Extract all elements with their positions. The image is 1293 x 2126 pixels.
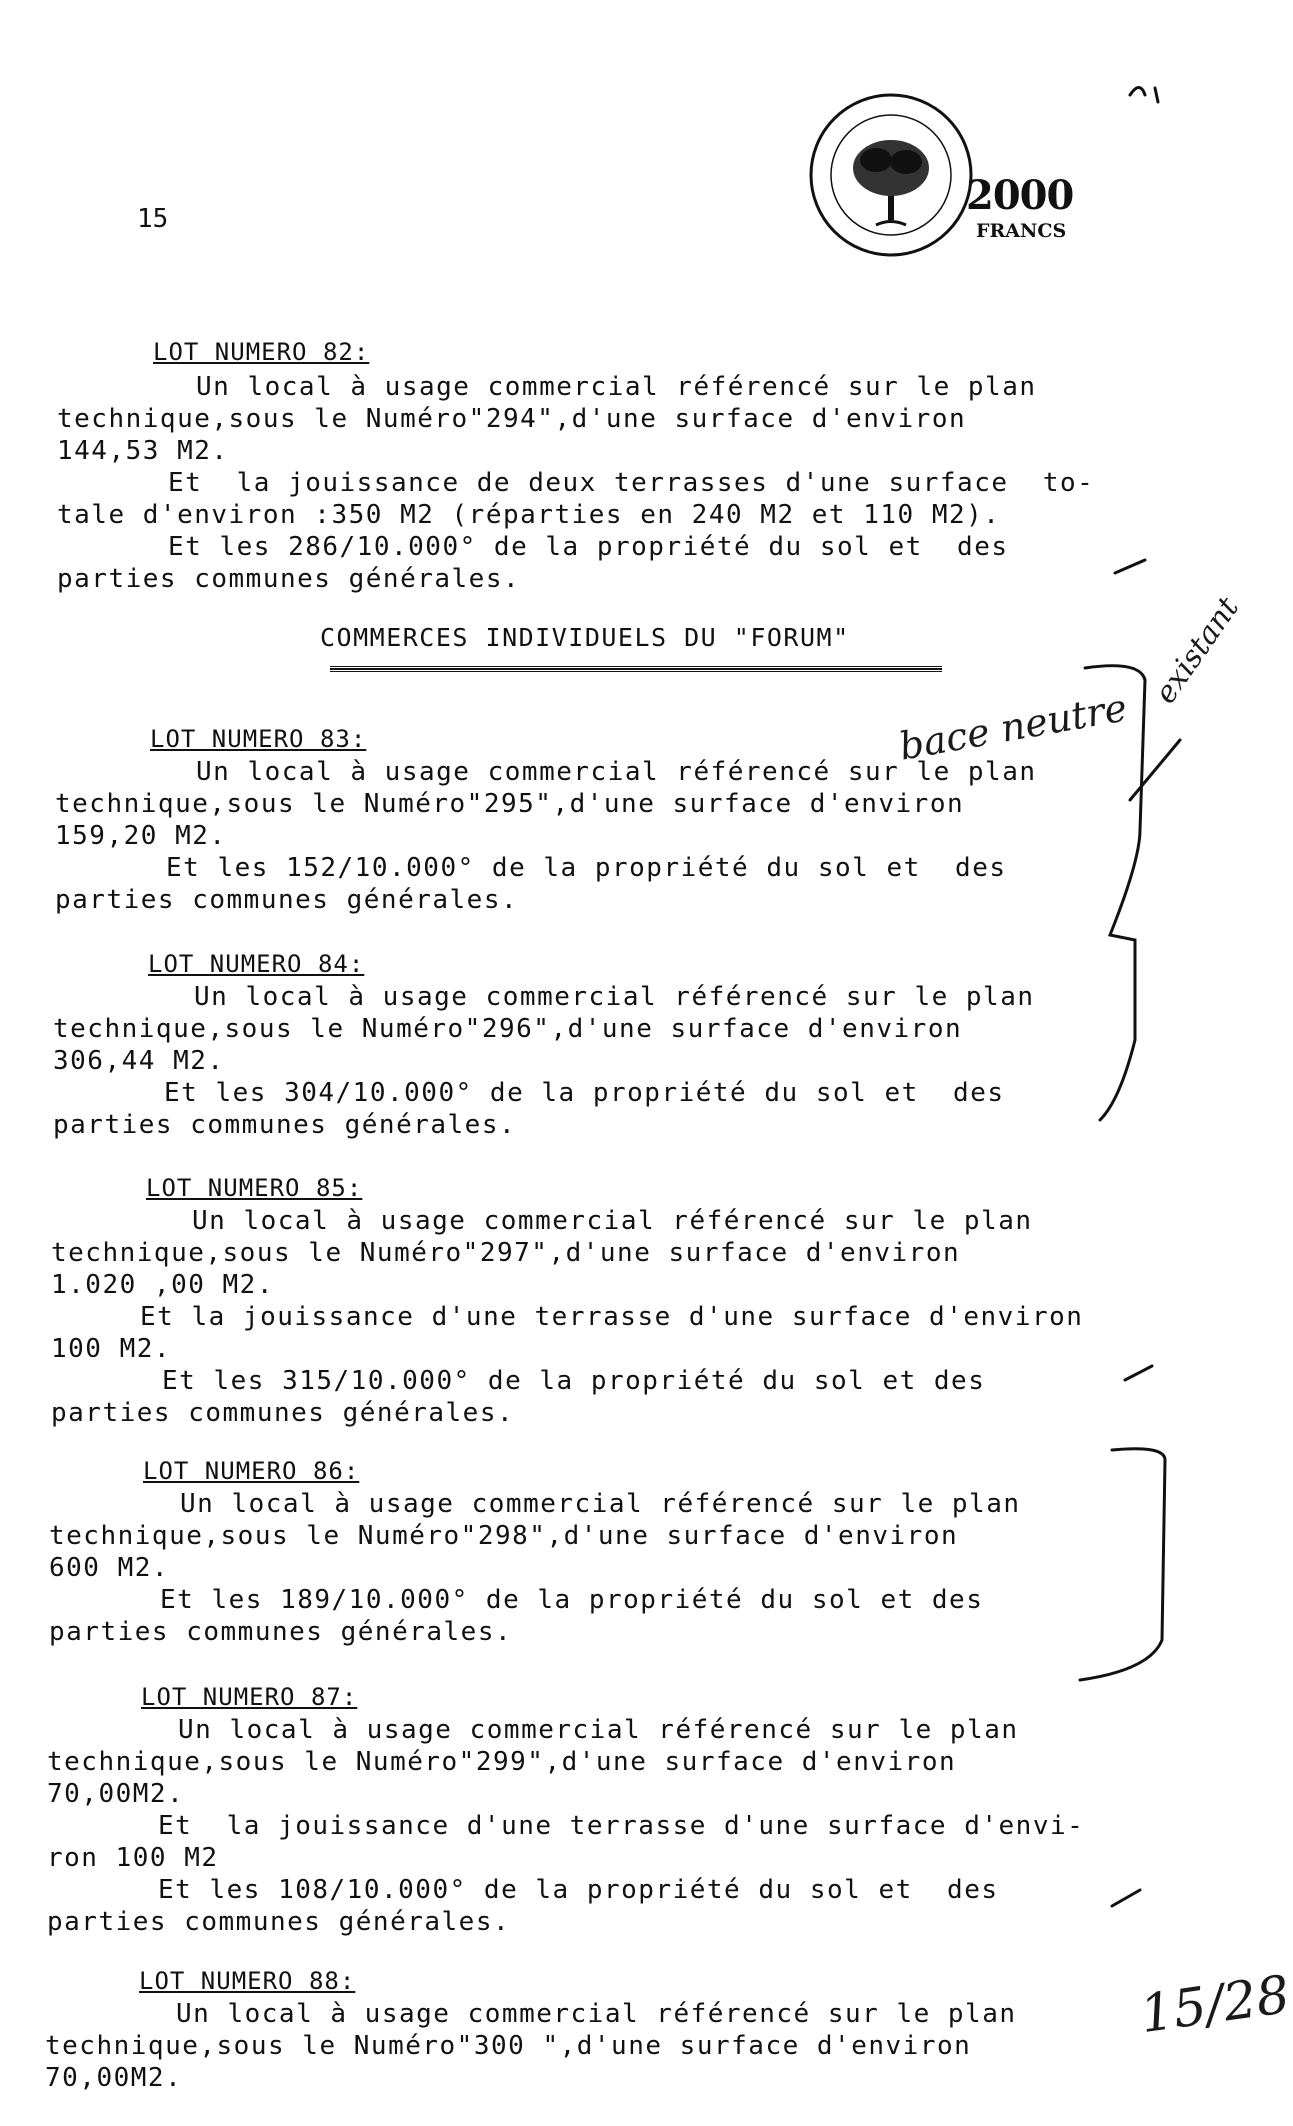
lot-text-line: 159,20 M2.: [55, 821, 227, 851]
lot-text-line: Et la jouissance de deux terrasses d'une surface to-: [168, 468, 1095, 498]
lot-text-line: 306,44 M2.: [53, 1046, 225, 1076]
lot-text-line: technique,sous le Numéro"300 ",d'une surface d'environ: [45, 2031, 972, 2061]
lot-title: LOT NUMERO 87:: [141, 1683, 358, 1711]
lot-text-line: 144,53 M2.: [57, 436, 229, 466]
lot-text-line: ron 100 M2: [47, 1843, 219, 1873]
lot-text-line: Un local à usage commercial référencé sur le plan: [196, 757, 1037, 787]
lot-text-line: 70,00M2.: [47, 1779, 185, 1809]
stamp-value: 2000: [966, 172, 1074, 219]
lot-text-line: Et les 286/10.000° de la propriété du sol et des: [168, 532, 1009, 562]
lot-text-line: Un local à usage commercial référencé sur le plan: [194, 982, 1035, 1012]
lot-title: LOT NUMERO 83:: [150, 725, 367, 753]
lot-text-line: Et la jouissance d'une terrasse d'une surface d'environ: [140, 1302, 1084, 1332]
handwritten-margin-note: bace neutre: [895, 685, 1131, 769]
lot-text-line: parties communes générales.: [57, 564, 521, 594]
lot-title: LOT NUMERO 85:: [146, 1174, 363, 1202]
lot-text-line: Et les 315/10.000° de la propriété du sol et des: [162, 1366, 986, 1396]
handwritten-margin-note-2: existant: [1148, 590, 1247, 711]
lot-text-line: parties communes générales.: [47, 1907, 511, 1937]
lot-text-line: Un local à usage commercial référencé sur le plan: [176, 1999, 1017, 2029]
lot-title: LOT NUMERO 86:: [143, 1457, 360, 1485]
lot-text-line: technique,sous le Numéro"294",d'une surface d'environ: [57, 404, 967, 434]
lot-text-line: Un local à usage commercial référencé sur le plan: [192, 1206, 1033, 1236]
lot-text-line: parties communes générales.: [49, 1617, 513, 1647]
lot-title: LOT NUMERO 82:: [153, 338, 370, 366]
lot-text-line: parties communes générales.: [55, 885, 519, 915]
lot-text-line: tale d'environ :350 M2 (réparties en 240 M2 et 110 M2).: [57, 500, 1001, 530]
lot-text-line: parties communes générales.: [51, 1398, 515, 1428]
lot-text-line: Et les 189/10.000° de la propriété du sol et des: [160, 1585, 984, 1615]
lot-text-line: Et les 152/10.000° de la propriété du sol et des: [166, 853, 1007, 883]
lot-text-line: technique,sous le Numéro"296",d'une surface d'environ: [53, 1014, 963, 1044]
handwritten-page-fraction: 15/28: [1136, 1964, 1293, 2046]
lot-text-line: Un local à usage commercial référencé sur le plan: [180, 1489, 1021, 1519]
lot-text-line: 100 M2.: [51, 1334, 172, 1364]
lot-text-line: parties communes générales.: [53, 1110, 517, 1140]
page-number: 15: [137, 204, 169, 234]
section-title: COMMERCES INDIVIDUELS DU "FORUM": [320, 623, 850, 652]
lot-text-line: technique,sous le Numéro"298",d'une surface d'environ: [49, 1521, 959, 1551]
lot-text-line: Un local à usage commercial référencé sur le plan: [196, 372, 1037, 402]
lot-text-line: Et les 108/10.000° de la propriété du sol et des: [158, 1875, 999, 1905]
lot-text-line: technique,sous le Numéro"297",d'une surface d'environ: [51, 1238, 961, 1268]
lot-text-line: technique,sous le Numéro"299",d'une surface d'environ: [47, 1747, 957, 1777]
lot-title: LOT NUMERO 84:: [148, 950, 365, 978]
lot-text-line: 600 M2.: [49, 1553, 170, 1583]
lot-title: LOT NUMERO 88:: [139, 1967, 356, 1995]
lot-text-line: technique,sous le Numéro"295",d'une surface d'environ: [55, 789, 965, 819]
lot-text-line: 70,00M2.: [45, 2063, 183, 2093]
stamp-currency: FRANCS: [976, 220, 1067, 242]
lot-text-line: 1.020 ,00 M2.: [51, 1270, 274, 1300]
lot-text-line: Et la jouissance d'une terrasse d'une surface d'envi-: [158, 1811, 1085, 1841]
lot-text-line: Et les 304/10.000° de la propriété du sol et des: [164, 1078, 1005, 1108]
lot-text-line: Un local à usage commercial référencé sur le plan: [178, 1715, 1019, 1745]
